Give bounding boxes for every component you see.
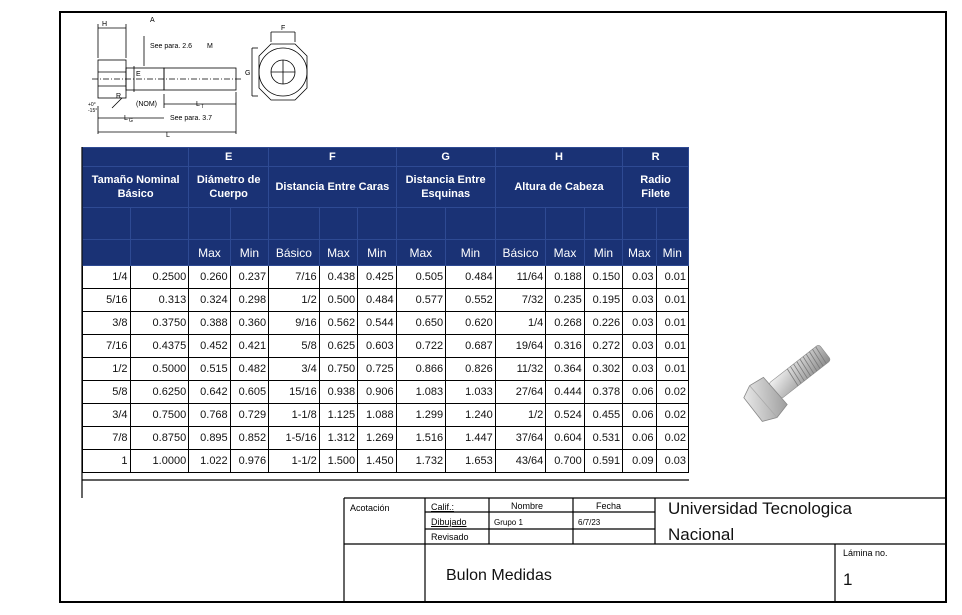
table-cell: 7/32: [495, 289, 546, 312]
table-cell: 0.544: [358, 312, 396, 335]
table-cell: 3/4: [269, 358, 320, 381]
header-altura-cabeza: Altura de Cabeza: [495, 167, 622, 208]
table-cell: 0.03: [656, 450, 688, 473]
table-cell: 0.524: [546, 404, 584, 427]
table-cell: 1.447: [446, 427, 496, 450]
table-cell: 0.01: [656, 266, 688, 289]
table-cell: 0.01: [656, 335, 688, 358]
table-cell: 7/8: [83, 427, 131, 450]
table-cell: 0.438: [319, 266, 357, 289]
table-cell: 0.316: [546, 335, 584, 358]
table-spacer-header-row: [83, 208, 689, 240]
table-row: [83, 358, 689, 381]
table-cell: 0.188: [546, 266, 584, 289]
table-cell: 11/64: [495, 266, 546, 289]
table-cell: 0.6250: [130, 381, 189, 404]
table-cell: 0.02: [656, 427, 688, 450]
table-cell: 5/16: [83, 289, 131, 312]
calif-label: Calif.:: [431, 502, 455, 512]
table-cell: 0.452: [189, 335, 230, 358]
table-cell: 0.2500: [130, 266, 189, 289]
table-cell: 7/16: [83, 335, 131, 358]
table-cell: 0.3750: [130, 312, 189, 335]
group-header-h: H: [495, 148, 622, 167]
table-sub-header-row: [83, 240, 689, 266]
table-cell: 0.421: [230, 335, 268, 358]
table-row: [83, 381, 689, 404]
header-tamano-nominal: Tamaño Nominal Básico: [83, 167, 189, 208]
group-header-g: G: [396, 148, 495, 167]
table-cell: 0.700: [546, 450, 584, 473]
table-cell: 0.06: [623, 404, 656, 427]
table-cell: 0.01: [656, 358, 688, 381]
table-cell: 1.299: [396, 404, 446, 427]
table-cell: 0.01: [656, 312, 688, 335]
table-cell: 11/32: [495, 358, 546, 381]
revisado-label: Revisado: [431, 532, 469, 542]
group-header-f: F: [269, 148, 396, 167]
dim-e-label: E: [136, 71, 141, 78]
dim-a-label: A: [150, 17, 155, 24]
table-cell: 1.083: [396, 381, 446, 404]
institution-name-line2: Nacional: [668, 525, 735, 544]
table-cell: 1-1/2: [269, 450, 320, 473]
table-cell: 0.577: [396, 289, 446, 312]
table-cell: 0.906: [358, 381, 396, 404]
table-cell: 0.02: [656, 381, 688, 404]
sub-header-cell: Min: [656, 240, 688, 266]
table-cell: 19/64: [495, 335, 546, 358]
table-cell: 0.272: [584, 335, 622, 358]
bolt-dimensions-table: [82, 147, 689, 473]
note-see-2-6: See para. 2.6: [150, 43, 193, 50]
table-cell: 0.604: [546, 427, 584, 450]
table-cell: 0.02: [656, 404, 688, 427]
table-cell: 0.195: [584, 289, 622, 312]
table-cell: 0.552: [446, 289, 496, 312]
table-cell: 0.388: [189, 312, 230, 335]
table-cell: 0.01: [656, 289, 688, 312]
table-cell: 0.895: [189, 427, 230, 450]
table-cell: 5/8: [269, 335, 320, 358]
table-cell: 15/16: [269, 381, 320, 404]
table-cell: 0.515: [189, 358, 230, 381]
table-cell: 1/2: [495, 404, 546, 427]
drawing-title: Bulon Medidas: [446, 567, 552, 584]
table-cell: 0.603: [358, 335, 396, 358]
table-cell: 3/4: [83, 404, 131, 427]
nombre-header: Nombre: [511, 501, 544, 511]
table-row: [83, 266, 689, 289]
table-cell: 0.500: [319, 289, 357, 312]
table-cell: 0.484: [446, 266, 496, 289]
table-cell: 0.425: [358, 266, 396, 289]
table-cell: 0.605: [230, 381, 268, 404]
sub-header-cell: Básico: [495, 240, 546, 266]
table-cell: 1: [83, 450, 131, 473]
table-cell: 27/64: [495, 381, 546, 404]
table-cell: 0.505: [396, 266, 446, 289]
table-cell: 0.324: [189, 289, 230, 312]
bolt-photo: [736, 330, 846, 440]
table-cell: 0.768: [189, 404, 230, 427]
table-cell: 0.7500: [130, 404, 189, 427]
table-cell: 0.268: [546, 312, 584, 335]
table-cell: 0.06: [623, 381, 656, 404]
acotacion-label: Acotación: [350, 503, 390, 513]
table-cell: 0.750: [319, 358, 357, 381]
table-cell: 0.09: [623, 450, 656, 473]
table-cell: 0.313: [130, 289, 189, 312]
table-cell: 0.03: [623, 358, 656, 381]
dim-g-label: G: [245, 70, 251, 77]
table-cell: 0.725: [358, 358, 396, 381]
table-cell: 1.269: [358, 427, 396, 450]
dim-lt-label: L: [196, 101, 200, 108]
table-cell: 0.976: [230, 450, 268, 473]
table-cell: 0.444: [546, 381, 584, 404]
table-cell: 0.03: [623, 289, 656, 312]
table-cell: 0.531: [584, 427, 622, 450]
note-see-3-7: See para. 3.7: [170, 115, 213, 122]
table-cell: 5/8: [83, 381, 131, 404]
table-cell: 0.729: [230, 404, 268, 427]
header-distancia-esquinas: Distancia Entre Esquinas: [396, 167, 495, 208]
table-cell: 0.4375: [130, 335, 189, 358]
table-cell: 1/2: [269, 289, 320, 312]
table-cell: 0.866: [396, 358, 446, 381]
table-cell: 0.591: [584, 450, 622, 473]
sub-header-cell: Max: [319, 240, 357, 266]
sub-header-cell: Min: [230, 240, 268, 266]
table-cell: 1/4: [83, 266, 131, 289]
lamina-number: 1: [843, 570, 853, 589]
table-row: [83, 335, 689, 358]
group-header-r: R: [623, 148, 689, 167]
sub-header-cell: [130, 240, 189, 266]
dibujado-nombre: Grupo 1: [494, 518, 523, 527]
table-cell: 0.8750: [130, 427, 189, 450]
table-cell: 9/16: [269, 312, 320, 335]
table-cell: 1.088: [358, 404, 396, 427]
fecha-header: Fecha: [596, 501, 622, 511]
table-cell: 1.500: [319, 450, 357, 473]
table-cell: 0.852: [230, 427, 268, 450]
table-cell: 1-5/16: [269, 427, 320, 450]
table-cell: 0.642: [189, 381, 230, 404]
table-cell: 0.03: [623, 266, 656, 289]
table-cell: 0.302: [584, 358, 622, 381]
table-cell: 1.450: [358, 450, 396, 473]
group-header-blank: [83, 148, 189, 167]
table-cell: 3/8: [83, 312, 131, 335]
table-cell: 0.364: [546, 358, 584, 381]
dim-lt-sub: T: [201, 104, 205, 110]
table-cell: 0.06: [623, 427, 656, 450]
dim-angle-label-2: -15°: [88, 108, 98, 114]
header-radio-filete: Radio Filete: [623, 167, 689, 208]
table-cell: 0.235: [546, 289, 584, 312]
table-row: [83, 312, 689, 335]
lamina-label: Lámina no.: [843, 548, 888, 558]
table-cell: 43/64: [495, 450, 546, 473]
header-distancia-caras: Distancia Entre Caras: [269, 167, 396, 208]
sub-header-cell: Min: [446, 240, 496, 266]
sub-header-cell: Max: [189, 240, 230, 266]
sub-header-cell: [83, 240, 131, 266]
table-row: [83, 404, 689, 427]
table-cell: 0.360: [230, 312, 268, 335]
table-cell: 1.022: [189, 450, 230, 473]
institution-name-line1: Universidad Tecnologica: [668, 499, 852, 518]
table-group-header-row: [83, 148, 689, 167]
table-cell: 1.516: [396, 427, 446, 450]
table-cell: 0.625: [319, 335, 357, 358]
table-cell: 1.312: [319, 427, 357, 450]
table-cell: 1/2: [83, 358, 131, 381]
table-cell: 0.150: [584, 266, 622, 289]
dim-lg-label: L: [124, 115, 128, 122]
table-cell: 0.826: [446, 358, 496, 381]
table-cell: 0.298: [230, 289, 268, 312]
table-cell: 0.938: [319, 381, 357, 404]
table-cell: 1.732: [396, 450, 446, 473]
table-cell: 0.226: [584, 312, 622, 335]
dim-h-label: H: [102, 21, 108, 28]
table-cell: 1.033: [446, 381, 496, 404]
group-header-e: E: [189, 148, 269, 167]
table-cell: 37/64: [495, 427, 546, 450]
table-cell: 1.653: [446, 450, 496, 473]
dim-angle-label: +0°: [88, 102, 96, 108]
dim-lg-sub: G: [129, 118, 133, 124]
table-cell: 0.650: [396, 312, 446, 335]
table-cell: 0.687: [446, 335, 496, 358]
table-cell: 1/4: [495, 312, 546, 335]
sub-header-cell: Max: [546, 240, 584, 266]
dim-nom-label: (NOM): [136, 101, 157, 108]
dibujado-label: Dibujado: [431, 517, 467, 527]
table-cell: 0.03: [623, 312, 656, 335]
sub-header-cell: Min: [584, 240, 622, 266]
table-cell: 0.620: [446, 312, 496, 335]
dim-m-label: M: [207, 43, 213, 50]
table-cell: 1.125: [319, 404, 357, 427]
dim-l-label: L: [166, 132, 170, 139]
sub-header-cell: Min: [358, 240, 396, 266]
table-cell: 1.240: [446, 404, 496, 427]
table-row: [83, 427, 689, 450]
table-title-header-row: [83, 167, 689, 208]
table-cell: 0.378: [584, 381, 622, 404]
table-cell: 0.260: [189, 266, 230, 289]
sub-header-cell: Max: [396, 240, 446, 266]
bolt-dimension-drawing: [84, 16, 319, 142]
table-cell: 0.03: [623, 335, 656, 358]
table-cell: 0.722: [396, 335, 446, 358]
header-diametro-cuerpo: Diámetro de Cuerpo: [189, 167, 269, 208]
table-cell: 0.484: [358, 289, 396, 312]
table-row: [83, 289, 689, 312]
table-cell: 0.482: [230, 358, 268, 381]
table-cell: 0.5000: [130, 358, 189, 381]
dim-f-label: F: [281, 25, 286, 32]
table-cell: 1.0000: [130, 450, 189, 473]
table-row: [83, 450, 689, 473]
table-cell: 0.455: [584, 404, 622, 427]
table-cell: 7/16: [269, 266, 320, 289]
dibujado-fecha: 6/7/23: [578, 518, 601, 527]
table-cell: 0.562: [319, 312, 357, 335]
dim-r-label: R: [116, 93, 122, 100]
sub-header-cell: Básico: [269, 240, 320, 266]
table-cell: 0.237: [230, 266, 268, 289]
table-cell: 1-1/8: [269, 404, 320, 427]
sub-header-cell: Max: [623, 240, 656, 266]
